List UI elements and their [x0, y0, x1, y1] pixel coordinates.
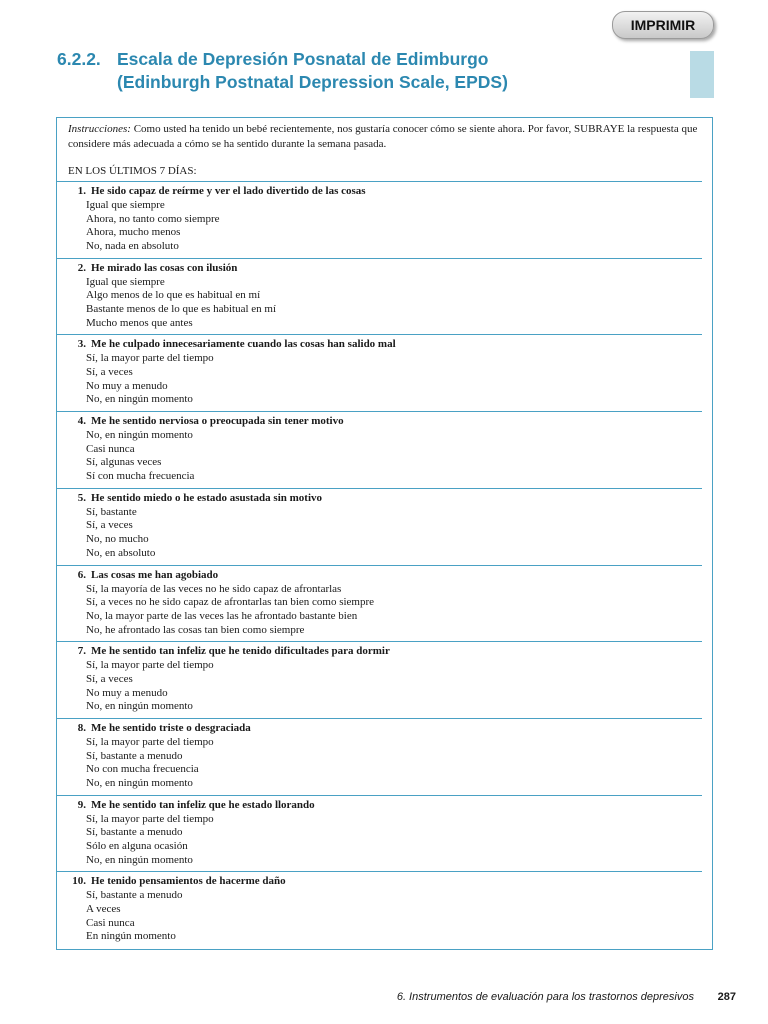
question-block: [57, 181, 702, 259]
question-title: [62, 569, 682, 582]
question-block: [57, 641, 702, 719]
answer-option[interactable]: No, en ningún momento: [86, 393, 193, 406]
question-number: 9.: [77, 798, 86, 811]
answer-option[interactable]: Sí, bastante a menudo: [86, 889, 183, 902]
question-number: 5.: [77, 491, 86, 504]
answer-option[interactable]: No, nada en absoluto: [86, 240, 179, 253]
question-text: Me he culpado innecesariamente cuando las cosas han salido mal: [91, 338, 396, 351]
question-text: Me he sentido tan infeliz que he estado llorando: [91, 798, 315, 811]
answer-option[interactable]: Ahora, mucho menos: [86, 226, 181, 239]
answer-option[interactable]: Sí, bastante a menudo: [86, 749, 183, 762]
chapter-title: 6. Instrumentos de evaluación para los trastornos depresivos: [396, 991, 694, 1003]
answer-option[interactable]: Sólo en alguna ocasión: [86, 839, 188, 852]
question-title: [62, 415, 682, 428]
question-text: He sentido miedo o he estado asustada sin motivo: [91, 491, 323, 504]
period-label: EN LOS ÚLTIMOS 7 DÍAS:: [68, 165, 197, 177]
question-block: [57, 795, 702, 873]
answer-option[interactable]: Casi nunca: [86, 442, 135, 455]
question-title: [62, 799, 682, 812]
question-block: [57, 718, 702, 796]
answer-option[interactable]: No, en ningún momento: [86, 776, 193, 789]
question-title: [62, 645, 682, 658]
question-text: He mirado las cosas con ilusión: [91, 261, 238, 274]
question-number: 1.: [77, 185, 86, 197]
answer-option[interactable]: No, en ningún momento: [86, 700, 193, 713]
answer-option[interactable]: No, he afrontado las cosas tan bien como siempre: [86, 623, 305, 636]
question-number: 7.: [77, 645, 86, 658]
question-block: [57, 488, 702, 566]
answer-option[interactable]: Sí con mucha frecuencia: [86, 470, 195, 483]
answer-option[interactable]: Sí, a veces: [86, 672, 133, 685]
question-title: [62, 262, 682, 275]
print-button[interactable]: IMPRIMIR: [612, 11, 714, 39]
question-text: He tenido pensamientos de hacerme daño: [91, 875, 286, 888]
question-title: [62, 875, 682, 888]
answer-option[interactable]: Sí, a veces: [86, 519, 133, 532]
answer-option[interactable]: Sí, la mayor parte del tiempo: [86, 352, 214, 365]
question-title: [62, 492, 682, 505]
answer-option[interactable]: A veces: [86, 902, 121, 915]
question-number: 4.: [77, 415, 86, 428]
answer-option[interactable]: Casi nunca: [86, 916, 135, 929]
question-number: 3.: [77, 338, 86, 351]
answer-option[interactable]: No, en ningún momento: [86, 429, 193, 442]
answer-option[interactable]: Sí, a veces: [86, 366, 133, 379]
answer-option[interactable]: Sí, la mayoría de las veces no he sido capaz de afrontarlas: [86, 582, 342, 595]
question-title: [62, 185, 682, 198]
title-line-1: Escala de Depresión Posnatal de Edimburgo: [117, 49, 489, 69]
question-title: [62, 722, 682, 735]
answer-option[interactable]: Igual que siempre: [86, 275, 165, 288]
question-number: 2.: [77, 261, 86, 274]
answer-option[interactable]: Algo menos de lo que es habitual en mí: [86, 289, 261, 302]
question-block: [57, 334, 702, 412]
questionnaire-panel: [56, 117, 713, 950]
answer-option[interactable]: Sí, a veces no he sido capaz de afrontarlas tan bien como siempre: [86, 596, 375, 609]
answer-option[interactable]: No, no mucho: [86, 533, 149, 546]
question-text: Me he sentido nerviosa o preocupada sin tener motivo: [91, 415, 344, 428]
answer-option[interactable]: No con mucha frecuencia: [86, 763, 199, 776]
answer-option[interactable]: Ahora, no tanto como siempre: [86, 212, 220, 225]
section-number: 6.2.2.: [57, 49, 101, 69]
question-text: Las cosas me han agobiado: [91, 568, 219, 581]
answer-option[interactable]: Sí, la mayor parte del tiempo: [86, 735, 214, 748]
answer-option[interactable]: No muy a menudo: [86, 379, 168, 392]
answer-option[interactable]: Sí, bastante: [86, 505, 137, 518]
answer-option[interactable]: Sí, algunas veces: [86, 456, 162, 469]
answer-option[interactable]: No, en absoluto: [86, 546, 156, 559]
question-number: 8.: [77, 721, 86, 734]
answer-option[interactable]: En ningún momento: [86, 930, 176, 943]
question-text: Me he sentido tan infeliz que he tenido dificultades para dormir: [91, 645, 390, 658]
section-tab-marker: [690, 51, 714, 98]
answer-option[interactable]: No, en ningún momento: [86, 853, 193, 866]
question-title: [62, 338, 682, 351]
question-block: [57, 871, 702, 949]
instructions: [68, 122, 698, 152]
question-number: 10.: [72, 875, 86, 888]
question-block: [57, 411, 702, 489]
answer-option[interactable]: Bastante menos de lo que es habitual en mí: [86, 303, 277, 316]
answer-option[interactable]: Sí, la mayor parte del tiempo: [86, 659, 214, 672]
page-number: 287: [717, 991, 736, 1003]
instructions-label: Instrucciones:: [68, 123, 131, 135]
question-number: 6.: [77, 568, 86, 581]
answer-option[interactable]: Mucho menos que antes: [86, 316, 193, 329]
question-text: Me he sentido triste o desgraciada: [91, 721, 251, 734]
question-block: [57, 258, 702, 336]
answer-option[interactable]: No, la mayor parte de las veces las he afrontado bastante bien: [86, 609, 358, 622]
answer-option[interactable]: Sí, bastante a menudo: [86, 826, 183, 839]
page-title: [57, 48, 508, 94]
answer-option[interactable]: No muy a menudo: [86, 686, 168, 699]
answer-option[interactable]: Sí, la mayor parte del tiempo: [86, 812, 214, 825]
instructions-text: Como usted ha tenido un bebé recientemente, nos gustaría conocer cómo se siente ahora. Por favor, SUBRAYE la respuesta que considere más adecuada a cómo se ha sentido durante la semana pasada.: [68, 123, 698, 150]
answer-option[interactable]: Igual que siempre: [86, 199, 165, 211]
question-block: [57, 565, 702, 643]
title-line-2: (Edinburgh Postnatal Depression Scale, EPDS): [117, 72, 508, 92]
question-text: He sido capaz de reírme y ver el lado divertido de las cosas: [91, 185, 366, 197]
